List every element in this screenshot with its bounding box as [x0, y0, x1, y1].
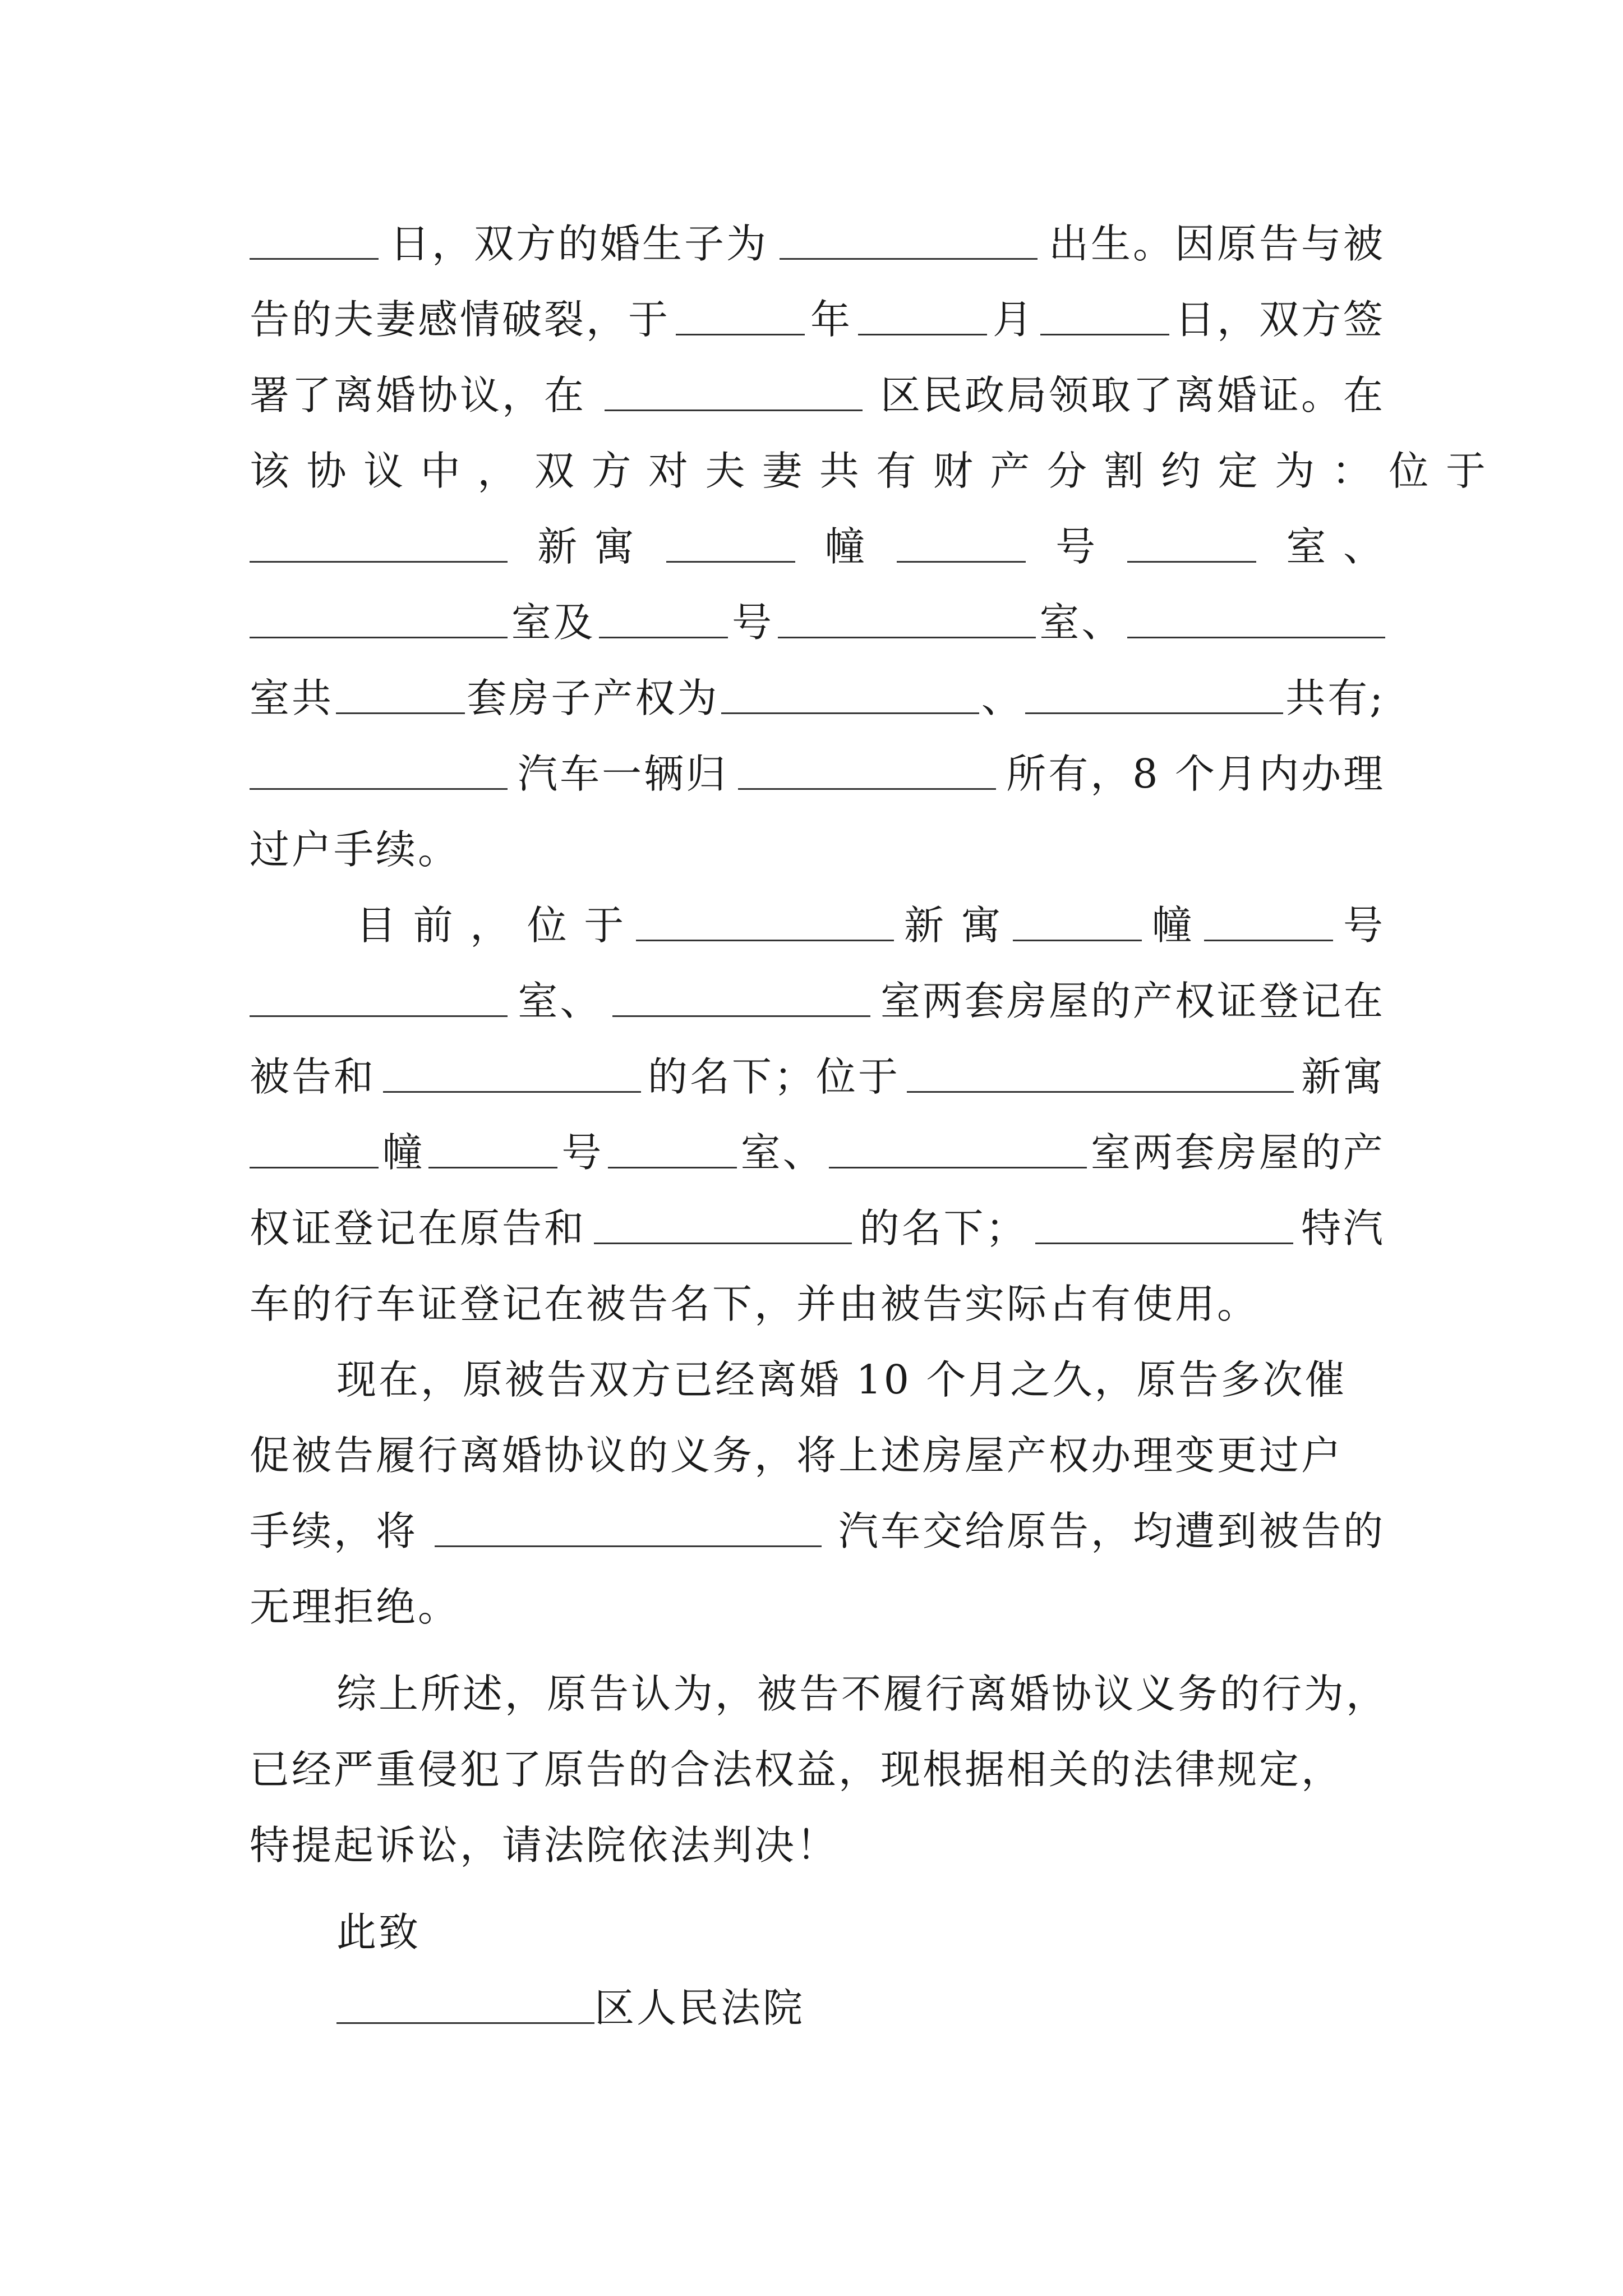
text-segment: 号: [731, 599, 774, 646]
fill-blank: [780, 224, 1038, 260]
fill-blank: [336, 679, 465, 714]
text-line: [356, 895, 1385, 956]
text-segment: 告的夫妻感情破裂，于: [250, 296, 671, 343]
fill-blank: [676, 300, 805, 335]
text-segment: 新 寓: [903, 902, 1003, 949]
text-segment: 汽车交给原告，均遭到被告的: [838, 1508, 1385, 1554]
fill-blank: [1035, 1209, 1293, 1244]
fill-blank: [250, 982, 508, 1017]
fill-blank: [858, 300, 987, 335]
text-segment: 特汽: [1301, 1205, 1385, 1251]
fill-blank: [435, 1512, 822, 1547]
text-segment: 日，双方签: [1174, 296, 1385, 343]
fill-blank: [336, 1989, 594, 2024]
fill-blank: [250, 527, 508, 563]
text-line: [250, 516, 1385, 578]
text-line: [250, 1273, 1385, 1335]
text-segment: 室及: [511, 599, 596, 646]
text-segment: 室、: [518, 978, 602, 1024]
text-segment: 现在，原被告双方已经离婚 10 个月之久，原告多次催: [336, 1356, 1347, 1403]
text-segment: 促被告履行离婚协议的义务，将上述房屋产权办理变更过户: [250, 1432, 1344, 1479]
text-segment: 该 协 议 中 ， 双 方 对 夫 妻 共 有 财 产 分 割 约 定 为 ： 位 于: [250, 448, 1488, 494]
text-segment: 室两套房屋的产权证登记在: [880, 978, 1385, 1024]
text-line: [250, 1576, 1385, 1638]
text-line: [250, 592, 1385, 654]
text-segment: 共有;: [1285, 675, 1385, 721]
text-segment: 月: [992, 296, 1035, 343]
text-segment: 幢: [1152, 902, 1195, 949]
text-segment: 无理拒绝。: [250, 1584, 460, 1630]
text-line: [250, 213, 1385, 275]
court-name-text: 区人民法院: [594, 1985, 805, 2031]
text-segment: 手续，将: [250, 1508, 418, 1554]
fill-blank: [594, 1209, 852, 1244]
text-segment: 过户手续。: [250, 826, 460, 873]
text-line: [250, 668, 1385, 729]
fill-blank: [1025, 679, 1283, 714]
text-segment: 车的行车证登记在被告名下，并由被告实际占有使用。: [250, 1281, 1260, 1327]
text-segment: 新 寓: [537, 523, 637, 570]
fill-blank: [721, 679, 979, 714]
fill-blank: [778, 603, 1036, 638]
text-segment: 幢: [824, 523, 867, 570]
fill-blank: [738, 754, 996, 790]
text-segment: 被告和: [250, 1053, 376, 1100]
fill-blank: [1013, 906, 1142, 941]
fill-blank: [1040, 300, 1169, 335]
text-segment: 综上所述，原告认为，被告不履行离婚协议义务的行为，: [336, 1671, 1389, 1717]
text-line: [250, 970, 1385, 1032]
text-segment: 、: [981, 675, 1023, 721]
text-segment: 室 、: [1286, 523, 1385, 570]
text-segment: 室共: [250, 675, 334, 721]
text-line: [250, 1046, 1385, 1108]
text-segment: 室、: [740, 1129, 825, 1176]
text-segment: 的名下；: [859, 1205, 1028, 1251]
fill-blank: [1204, 906, 1333, 941]
text-line: [250, 440, 1488, 502]
fill-blank: [612, 982, 870, 1017]
fill-blank: [666, 527, 795, 563]
text-line: [250, 1501, 1385, 1562]
text-segment: 区民政局领取了离婚证。在: [880, 372, 1385, 418]
court-line: [336, 1977, 1385, 2039]
text-segment: 已经严重侵犯了原告的合法权益，现根据相关的法律规定，: [250, 1746, 1344, 1793]
text-segment: 套房子产权为: [467, 675, 720, 721]
fill-blank: [897, 527, 1026, 563]
text-line: [250, 1739, 1385, 1801]
fill-blank: [829, 1133, 1087, 1168]
salutation-line: [336, 1902, 1385, 1963]
salutation-text: 此致: [336, 1909, 421, 1955]
text-segment: 新寓: [1301, 1053, 1385, 1100]
text-line: [250, 1198, 1385, 1259]
fill-blank: [608, 1133, 737, 1168]
text-segment: 号: [1055, 523, 1098, 570]
text-line: [250, 365, 1385, 426]
fill-blank: [250, 754, 508, 790]
fill-blank: [636, 906, 894, 941]
fill-blank: [250, 1133, 379, 1168]
fill-blank: [250, 603, 508, 638]
fill-blank: [907, 1057, 1294, 1093]
text-segment: 幢: [382, 1129, 425, 1176]
text-segment: 目 前 ， 位 于: [356, 902, 626, 949]
fill-blank: [250, 224, 379, 260]
text-segment: 出生。因原告与被: [1048, 220, 1385, 267]
text-segment: 署了离婚协议，在: [250, 372, 587, 418]
text-segment: 号: [561, 1129, 604, 1176]
fill-blank: [605, 376, 863, 411]
text-segment: 汽车一辆归: [518, 751, 728, 797]
text-segment: 室、: [1039, 599, 1124, 646]
fill-blank: [1127, 603, 1385, 638]
text-segment: 年: [810, 296, 852, 343]
text-line: [250, 1122, 1385, 1184]
text-segment: 权证登记在原告和: [250, 1205, 587, 1251]
text-segment: 的名下；位于: [647, 1053, 900, 1100]
fill-blank: [599, 603, 728, 638]
text-line: [250, 289, 1385, 351]
text-line: [250, 819, 1385, 881]
fill-blank: [428, 1133, 557, 1168]
text-line: [336, 1349, 1385, 1411]
text-segment: 特提起诉讼，请法院依法判决！: [250, 1822, 839, 1869]
text-segment: 所有，8 个月内办理: [1006, 751, 1385, 797]
text-line: [250, 1815, 1385, 1876]
text-line: [336, 1663, 1389, 1725]
fill-blank: [383, 1057, 641, 1093]
text-segment: 日，双方的婚生子为: [389, 220, 768, 267]
text-line: [250, 1425, 1385, 1487]
text-segment: 室两套房屋的产: [1090, 1129, 1385, 1176]
text-segment: 号: [1343, 902, 1385, 949]
fill-blank: [1127, 527, 1256, 563]
text-line: [250, 743, 1385, 805]
